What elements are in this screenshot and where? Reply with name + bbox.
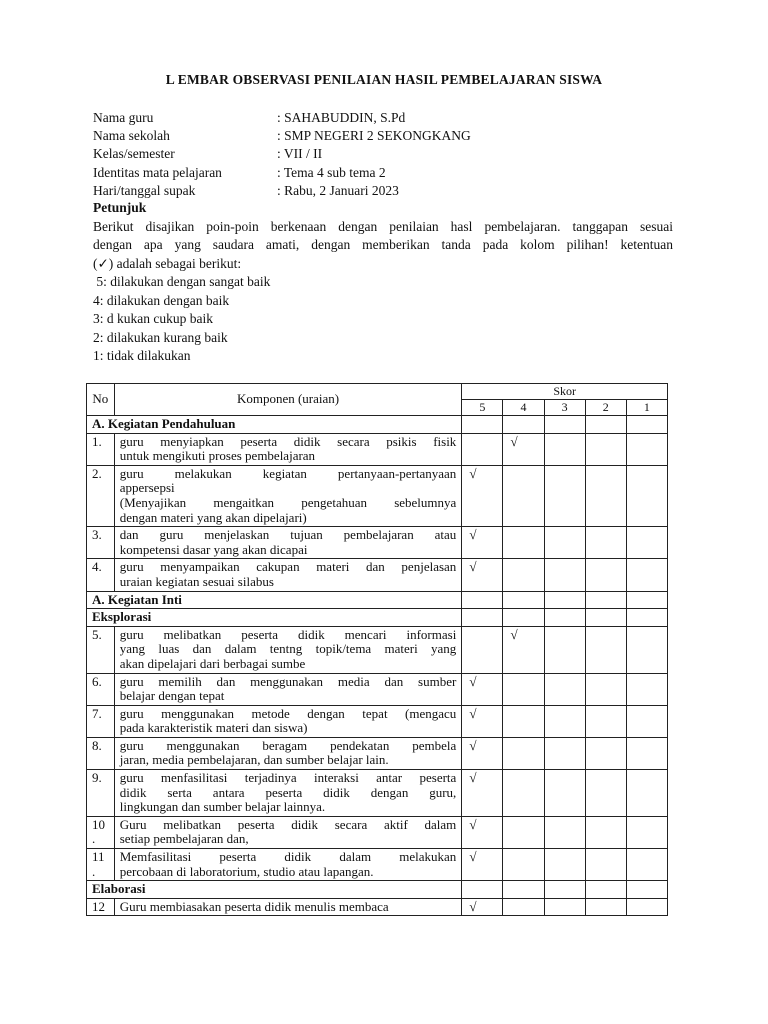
score-cell-5 [462, 591, 503, 609]
score-cell-1 [626, 527, 667, 559]
score-cell-4 [503, 881, 544, 899]
score-cell-5 [462, 527, 503, 559]
check-mark: √ [510, 626, 518, 642]
table-row [87, 465, 668, 526]
score-cell-4 [503, 416, 544, 434]
row-number: 5. [87, 626, 115, 673]
score-cell-2 [585, 898, 626, 916]
table-row [87, 626, 668, 673]
row-component [114, 559, 462, 591]
document-title: L EMBAR OBSERVASI PENILAIAN HASIL PEMBELAJARAN SISWA [165, 72, 603, 87]
score-cell-3 [544, 609, 585, 627]
info-label: Identitas mata pelajaran [93, 164, 222, 180]
info-label: Nama guru [93, 110, 154, 125]
row-number: 1. [87, 433, 115, 465]
score-cell-3 [544, 705, 585, 737]
component-line: guru menyampaikan cakupan materi dan penjelasan [119, 559, 457, 575]
table-row [87, 433, 668, 465]
score-cell-3 [544, 527, 585, 559]
score-cell-1 [626, 705, 667, 737]
row-number: 12 [87, 898, 115, 916]
score-cell-5 [462, 770, 503, 817]
score-cell-2 [585, 737, 626, 769]
component-line: guru menggunakan metode dengan tepat (mengacu [119, 705, 457, 721]
score-cell-2 [585, 609, 626, 627]
score-cell-1 [626, 770, 667, 817]
score-cell-2 [585, 591, 626, 609]
score-cell-1 [626, 849, 667, 881]
row-component [114, 673, 462, 705]
component-line: guru memilih dan menggunakan media dan sumber [119, 673, 457, 689]
score-cell-4 [503, 626, 544, 673]
score-cell-4 [503, 816, 544, 848]
info-value: : Tema 4 sub tema 2 [277, 164, 386, 180]
check-mark: √ [469, 527, 477, 543]
score-cell-3 [544, 770, 585, 817]
score-cell-4 [503, 465, 544, 526]
legend-item: 2: dilakukan kurang baik [93, 329, 228, 345]
check-mark: √ [469, 849, 477, 865]
table-row [87, 559, 668, 591]
row-number: 6. [87, 673, 115, 705]
header-score-1: 1 [626, 400, 667, 416]
row-component [114, 626, 462, 673]
component-line: Guru membiasakan peserta didik menulis membaca [119, 898, 389, 914]
score-cell-3 [544, 626, 585, 673]
table-body [87, 416, 668, 916]
score-cell-5 [462, 465, 503, 526]
score-cell-2 [585, 559, 626, 591]
instructions-line: (✓) adalah sebagai berikut: [93, 255, 242, 271]
score-cell-3 [544, 881, 585, 899]
section-eksplorasi [87, 609, 668, 627]
score-cell-2 [585, 770, 626, 817]
table-row [87, 705, 668, 737]
score-cell-3 [544, 673, 585, 705]
score-cell-5 [462, 416, 503, 434]
info-row-school [93, 127, 471, 145]
row-component [114, 527, 462, 559]
component-line: Guru melibatkan peserta didik secara aktif dalam [119, 816, 457, 832]
score-cell-4 [503, 559, 544, 591]
header-score-3: 3 [544, 400, 585, 416]
score-cell-2 [585, 416, 626, 434]
score-cell-3 [544, 559, 585, 591]
instructions-block [93, 199, 673, 365]
component-line: untuk mengikuti proses pembelajaran [119, 448, 316, 464]
info-value: : SMP NEGERI 2 SEKONGKANG [277, 128, 471, 144]
score-cell-1 [626, 816, 667, 848]
component-line: didik serta antara peserta didik dengan guru, [119, 784, 457, 800]
component-line: (Menyajikan mengaitkan pengetahuan sebelumnya [119, 494, 457, 510]
observation-table [86, 383, 668, 916]
check-mark: √ [469, 705, 477, 721]
table-row [87, 673, 668, 705]
component-line: dan guru menjelaskan tujuan pembelajaran atau [119, 527, 457, 543]
header-komponen: Komponen (uraian) [114, 384, 462, 416]
check-mark: √ [469, 673, 477, 689]
score-cell-1 [626, 416, 667, 434]
score-legend [93, 273, 673, 365]
section-elaborasi [87, 881, 668, 899]
component-line: akan dipelajari dari berbagai sumbe [119, 655, 306, 671]
row-component [114, 433, 462, 465]
row-number: 3. [87, 527, 115, 559]
score-cell-1 [626, 559, 667, 591]
section-inti [87, 591, 668, 609]
instructions-line: dengan apa yang saudara amati, dengan memberikan tanda pada kolom pilihan! ketentuan [93, 237, 673, 253]
score-cell-5 [462, 609, 503, 627]
section-label: A. Kegiatan Inti [87, 591, 462, 609]
score-cell-2 [585, 849, 626, 881]
check-mark: √ [469, 816, 477, 832]
score-cell-2 [585, 673, 626, 705]
component-line: guru melakukan kegiatan pertanyaan-pertanyaan [119, 465, 457, 481]
score-cell-2 [585, 465, 626, 526]
component-line: appersepsi [119, 480, 175, 496]
score-cell-4 [503, 849, 544, 881]
score-cell-5 [462, 705, 503, 737]
row-component [114, 465, 462, 526]
component-line: dengan materi yang akan dipelajari) [119, 509, 307, 525]
component-line: belajar dengan tepat [119, 688, 225, 704]
score-cell-5 [462, 849, 503, 881]
legend-item: 5: dilakukan dengan sangat baik [93, 274, 271, 290]
score-cell-1 [626, 626, 667, 673]
component-line: jaran, media pembelajaran, dan sumber belajar lain. [119, 752, 389, 768]
check-mark: √ [469, 559, 477, 575]
score-cell-2 [585, 816, 626, 848]
score-cell-3 [544, 416, 585, 434]
section-label: A. Kegiatan Pendahuluan [87, 416, 462, 434]
row-number: 2. [87, 465, 115, 526]
score-cell-3 [544, 465, 585, 526]
row-component [114, 737, 462, 769]
table-header [87, 384, 668, 416]
score-cell-3 [544, 849, 585, 881]
header-no: No [87, 384, 115, 416]
component-line: percobaan di laboratorium, studio atau lapangan. [119, 863, 374, 879]
component-line: uraian kegiatan sesuai silabus [119, 573, 274, 589]
info-label: Nama sekolah [93, 128, 170, 144]
score-cell-1 [626, 433, 667, 465]
row-number: 8. [87, 737, 115, 769]
score-cell-4 [503, 705, 544, 737]
score-cell-4 [503, 609, 544, 627]
component-line: pada karakteristik materi dan siswa) [119, 720, 308, 736]
score-cell-1 [626, 673, 667, 705]
identity-block [93, 109, 471, 200]
info-row-date [93, 182, 471, 200]
component-line: Memfasilitasi peserta didik dalam melakukan [119, 849, 457, 865]
row-number: 9. [87, 770, 115, 817]
header-skor: Skor [462, 384, 668, 400]
info-value: : SAHABUDDIN, S.Pd [277, 110, 406, 125]
table-row [87, 737, 668, 769]
check-mark: √ [469, 737, 477, 753]
score-cell-5 [462, 673, 503, 705]
score-cell-4 [503, 770, 544, 817]
score-cell-4 [503, 673, 544, 705]
component-line: guru menfasilitasi terjadinya interaksi antar peserta [119, 770, 457, 786]
table-row [87, 816, 668, 848]
component-line: kompetensi dasar yang akan dicapai [119, 541, 308, 557]
score-cell-5 [462, 881, 503, 899]
header-score-4: 4 [503, 400, 544, 416]
row-number: 4. [87, 559, 115, 591]
component-line: guru menggunakan beragam pendekatan pembela [119, 737, 457, 753]
component-line: guru menyiapkan peserta didik secara psikis fisik [119, 433, 457, 449]
section-pendahuluan [87, 416, 668, 434]
component-line: yang luas dan dalam tentng topik/tema materi yang [119, 641, 457, 657]
score-cell-2 [585, 881, 626, 899]
header-score-2: 2 [585, 400, 626, 416]
row-component [114, 898, 462, 916]
score-cell-5 [462, 737, 503, 769]
info-row-teacher [93, 109, 471, 127]
section-label: Eksplorasi [87, 609, 462, 627]
instructions-line: Berikut disajikan poin-poin berkenaan dengan penilaian hasl pembelajaran. tanggapan sesuai [93, 218, 673, 234]
score-cell-1 [626, 737, 667, 769]
score-cell-2 [585, 626, 626, 673]
info-value: : VII / II [277, 146, 323, 162]
check-mark: √ [469, 465, 477, 481]
component-line: setiap pembelajaran dan, [119, 831, 249, 847]
score-cell-1 [626, 898, 667, 916]
score-cell-5 [462, 626, 503, 673]
row-component [114, 849, 462, 881]
table-row [87, 849, 668, 881]
score-cell-1 [626, 609, 667, 627]
score-cell-5 [462, 433, 503, 465]
score-cell-2 [585, 705, 626, 737]
check-mark: √ [469, 898, 477, 914]
info-row-class [93, 145, 471, 163]
score-cell-5 [462, 816, 503, 848]
info-value: : Rabu, 2 Januari 2023 [277, 182, 399, 198]
score-cell-3 [544, 816, 585, 848]
info-row-subject [93, 164, 471, 182]
info-label: Kelas/semester [93, 146, 175, 162]
component-line: lingkungan dan sumber belajar lainnya. [119, 799, 326, 815]
legend-item: 4: dilakukan dengan baik [93, 292, 230, 308]
score-cell-3 [544, 737, 585, 769]
score-cell-4 [503, 591, 544, 609]
score-cell-1 [626, 465, 667, 526]
instructions-heading: Petunjuk [93, 200, 147, 215]
info-label: Hari/tanggal supak [93, 182, 196, 198]
score-cell-3 [544, 898, 585, 916]
component-line: guru melibatkan peserta didik mencari informasi [119, 626, 457, 642]
score-cell-4 [503, 433, 544, 465]
row-number: 10 . [87, 816, 115, 848]
score-cell-4 [503, 898, 544, 916]
row-component [114, 816, 462, 848]
score-cell-3 [544, 433, 585, 465]
score-cell-1 [626, 591, 667, 609]
score-cell-2 [585, 527, 626, 559]
row-number: 11 . [87, 849, 115, 881]
table-row [87, 770, 668, 817]
header-score-5: 5 [462, 400, 503, 416]
legend-item: 1: tidak dilakukan [93, 347, 191, 363]
score-cell-4 [503, 527, 544, 559]
section-label: Elaborasi [87, 881, 462, 899]
score-cell-4 [503, 737, 544, 769]
score-cell-2 [585, 433, 626, 465]
score-cell-1 [626, 881, 667, 899]
table-row [87, 527, 668, 559]
score-cell-5 [462, 898, 503, 916]
row-component [114, 770, 462, 817]
row-component [114, 705, 462, 737]
check-mark: √ [469, 770, 477, 786]
row-number: 7. [87, 705, 115, 737]
check-mark: √ [510, 433, 518, 449]
score-cell-5 [462, 559, 503, 591]
table-row [87, 898, 668, 916]
legend-item: 3: d kukan cukup baik [93, 311, 213, 327]
score-cell-3 [544, 591, 585, 609]
